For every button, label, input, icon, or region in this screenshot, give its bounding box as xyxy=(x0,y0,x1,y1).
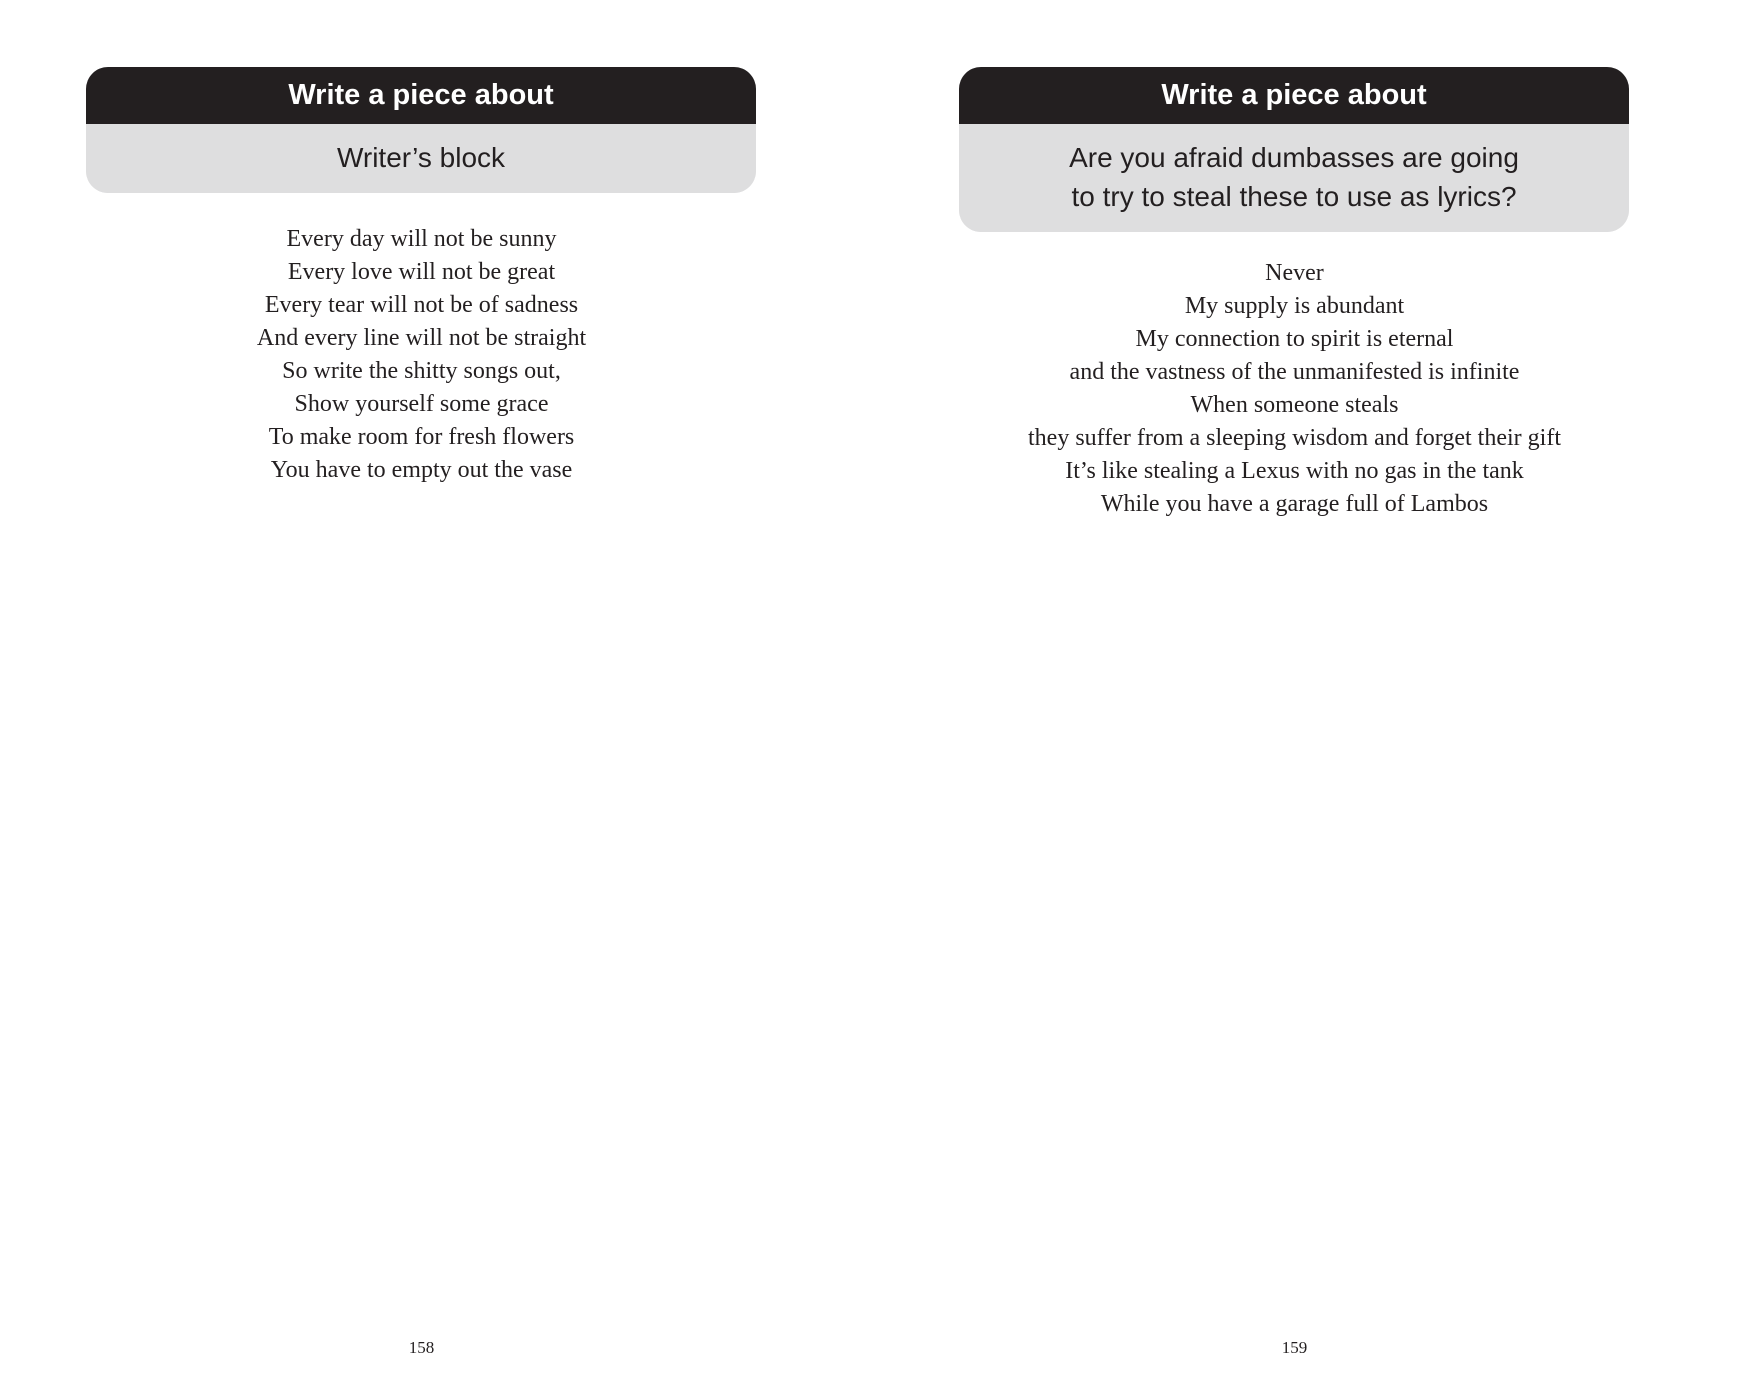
prompt-topic xyxy=(86,124,756,193)
prompt-card xyxy=(959,67,1629,232)
topic-line: to try to steal these to use as lyrics? xyxy=(1071,181,1517,212)
prompt-topic xyxy=(959,124,1629,232)
right-page xyxy=(873,0,1746,1396)
prompt-header: Write a piece about xyxy=(86,67,756,124)
poem-line: My supply is abundant xyxy=(1184,293,1405,319)
poem-line: When someone steals xyxy=(1190,392,1399,418)
poem-line: My connection to spirit is eternal xyxy=(1135,326,1454,352)
poem-body xyxy=(873,257,1716,521)
poem-line: And every line will not be straight xyxy=(256,325,587,351)
poem-line: While you have a garage full of Lambos xyxy=(1100,491,1489,517)
poem-line: they suffer from a sleeping wisdom and forget their gift xyxy=(1028,425,1561,451)
poem-line: So write the shitty songs out, xyxy=(282,358,561,384)
poem-line: To make room for fresh flowers xyxy=(268,424,575,450)
poem-line: You have to empty out the vase xyxy=(270,457,573,483)
page-number: 159 xyxy=(1281,1338,1308,1357)
poem-body xyxy=(0,223,843,487)
poem-line: and the vastness of the unmanifested is infinite xyxy=(1069,359,1520,385)
poem-line: Every love will not be great xyxy=(287,259,556,285)
poem-line: Every tear will not be of sadness xyxy=(264,292,579,318)
poem-line: It’s like stealing a Lexus with no gas in the tank xyxy=(1065,458,1524,484)
topic-line: Are you afraid dumbasses are going xyxy=(1069,142,1519,173)
poem-line: Show yourself some grace xyxy=(294,391,549,417)
page-number: 158 xyxy=(408,1338,435,1357)
prompt-header: Write a piece about xyxy=(959,67,1629,124)
poem-line: Never xyxy=(1265,260,1324,286)
poem-line: Every day will not be sunny xyxy=(286,226,557,252)
prompt-card xyxy=(86,67,756,193)
topic-line: Writer’s block xyxy=(336,142,506,173)
